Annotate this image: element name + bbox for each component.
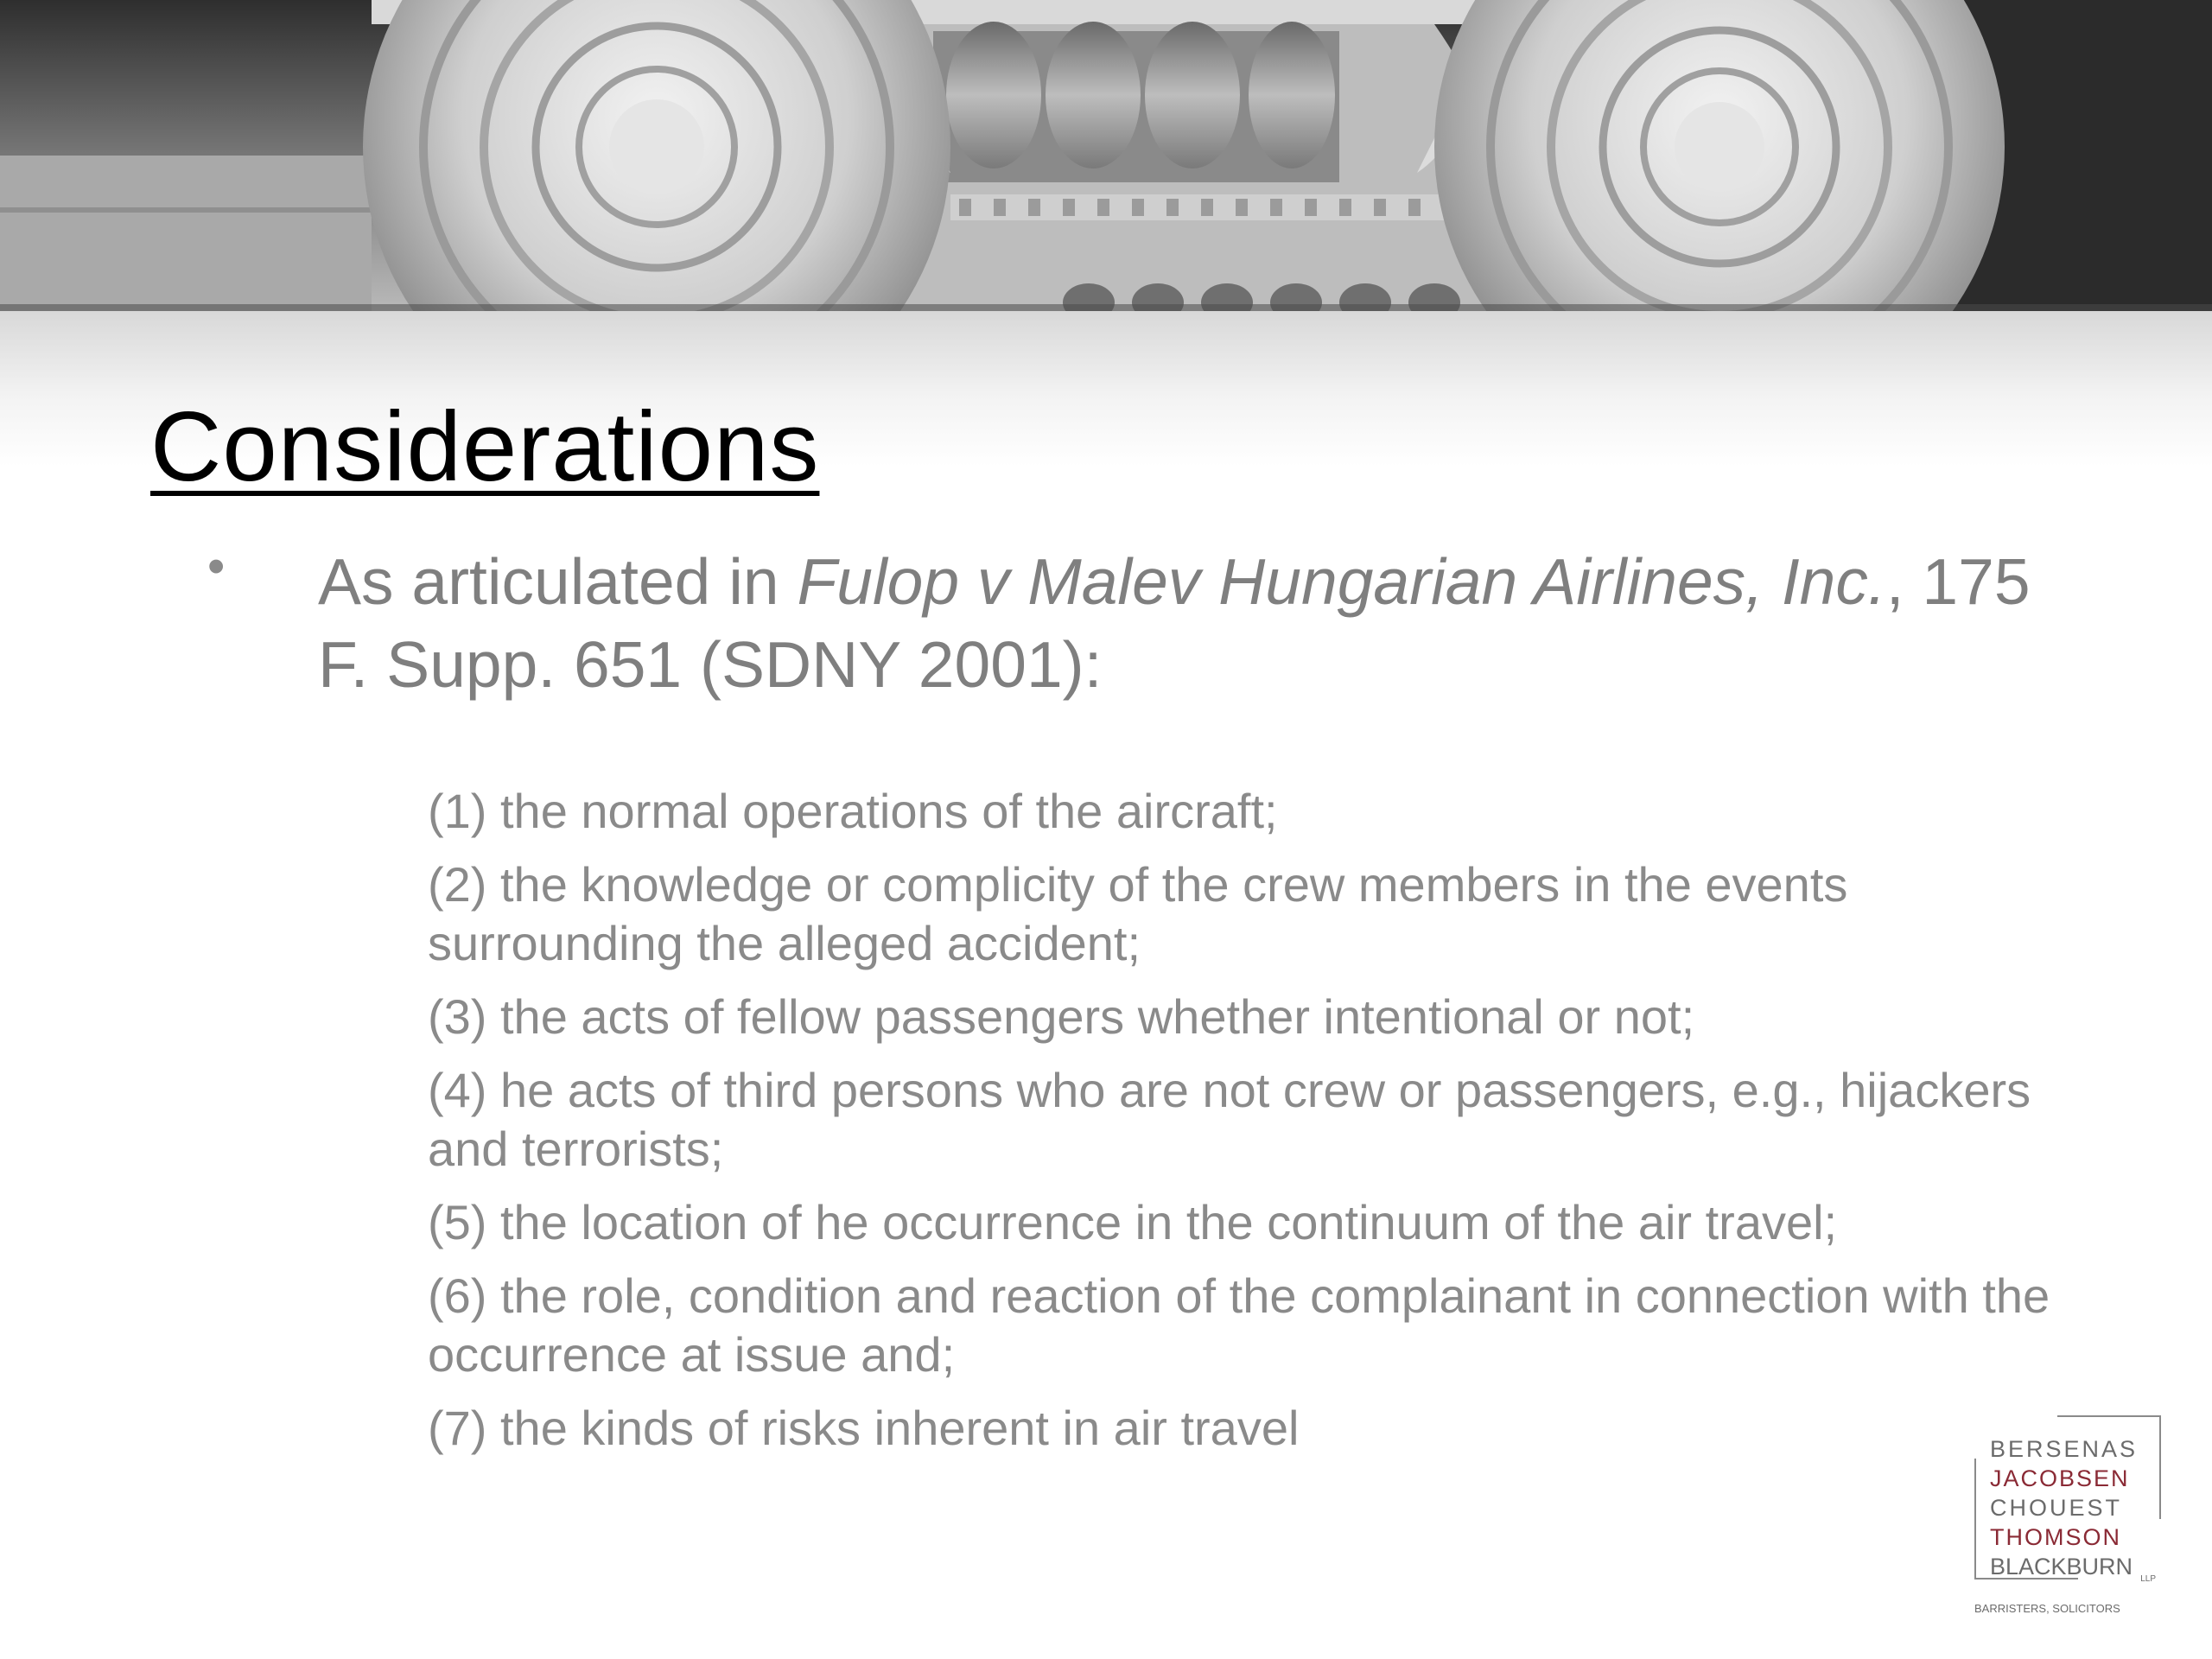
factor-item: (2) the knowledge or complicity of the crew members in the events surrounding the alleged accident; <box>428 857 1848 970</box>
logo-name-lines <box>1990 1434 2154 1581</box>
logo-line-jacobsen: JACOBSEN <box>1990 1465 2130 1491</box>
intro-paragraph <box>318 540 2063 706</box>
logo-frame-right <box>2159 1415 2161 1519</box>
firm-logo <box>1974 1415 2161 1584</box>
factor-item: (4) he acts of third persons who are not crew or passengers, e.g., hijackers and terrorists; <box>428 1063 2031 1176</box>
slide-title: Considerations <box>150 392 820 502</box>
banner-column-capital-image <box>0 0 2212 311</box>
logo-line-bersenas: BERSENAS <box>1990 1436 2139 1462</box>
logo-line-thomson: THOMSON <box>1990 1524 2121 1550</box>
factor-item: (1) the normal operations of the aircraft; <box>428 784 1278 838</box>
factor-item: (5) the location of he occurrence in the continuum of the air travel; <box>428 1195 1838 1249</box>
bullet-point-icon: • <box>207 538 226 594</box>
logo-frame-left <box>1974 1459 1976 1580</box>
case-name: Fulop v Malev Hungarian Airlines, Inc. <box>797 545 1886 618</box>
logo-llp-suffix: LLP <box>2140 1574 2156 1584</box>
logo-tagline: BARRISTERS, SOLICITORS <box>1974 1602 2120 1615</box>
factor-item: (7) the kinds of risks inherent in air travel <box>428 1401 1300 1455</box>
logo-line-chouest: CHOUEST <box>1990 1495 2123 1521</box>
factor-item: (6) the role, condition and reaction of the complainant in connection with the occurrence at issue and; <box>428 1268 2050 1382</box>
column-capital-illustration <box>0 0 2212 311</box>
factors-list <box>428 782 2069 1472</box>
factor-item: (3) the acts of fellow passengers whether intentional or not; <box>428 989 1695 1044</box>
case-citation: , 175 F. Supp. 651 (SDNY 2001): <box>318 545 2031 701</box>
logo-line-blackburn: BLACKBURN <box>1990 1554 2133 1580</box>
logo-frame-top <box>2057 1415 2161 1417</box>
intro-lead: As articulated in <box>318 545 798 618</box>
